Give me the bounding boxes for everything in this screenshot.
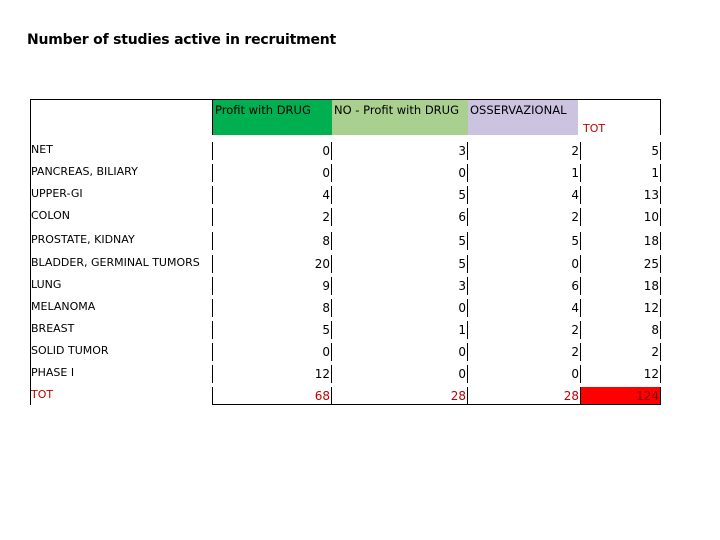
cell-observational: 4 <box>468 299 581 317</box>
cell-profit: 0 <box>212 343 332 361</box>
row-label: TOT <box>31 388 54 401</box>
cell-total: 12 <box>581 365 661 383</box>
cell-profit: 4 <box>212 186 332 204</box>
column-header-total: TOT <box>583 122 606 135</box>
cell-total: 13 <box>581 186 661 204</box>
cell-profit: 2 <box>212 208 332 226</box>
cell-noprofit: 5 <box>332 255 468 273</box>
row-label: PANCREAS, BILIARY <box>31 165 138 178</box>
cell-noprofit: 28 <box>332 387 468 405</box>
row-label: BREAST <box>31 322 75 335</box>
cell-profit: 68 <box>212 387 332 405</box>
cell-observational: 1 <box>468 164 581 182</box>
cell-noprofit: 0 <box>332 365 468 383</box>
column-header-profit: Profit with DRUG <box>212 100 332 135</box>
cell-observational: 2 <box>468 321 581 339</box>
cell-total: 1 <box>581 164 661 182</box>
cell-profit: 8 <box>212 232 332 250</box>
cell-observational: 2 <box>468 343 581 361</box>
cell-noprofit: 0 <box>332 299 468 317</box>
cell-observational: 5 <box>468 232 581 250</box>
cell-profit: 0 <box>212 164 332 182</box>
row-label: NET <box>31 143 53 156</box>
cell-noprofit: 5 <box>332 232 468 250</box>
cell-observational: 4 <box>468 186 581 204</box>
row-label: MELANOMA <box>31 300 96 313</box>
page-title: Number of studies active in recruitment <box>27 32 337 48</box>
cell-total: 5 <box>581 142 661 160</box>
cell-observational: 28 <box>468 387 581 405</box>
cell-observational: 0 <box>468 255 581 273</box>
cell-profit: 8 <box>212 299 332 317</box>
cell-total: 8 <box>581 321 661 339</box>
cell-profit: 9 <box>212 277 332 295</box>
cell-profit: 20 <box>212 255 332 273</box>
table-right-border <box>660 99 661 135</box>
cell-noprofit: 3 <box>332 142 468 160</box>
table-bottom-border <box>212 404 661 405</box>
row-label: PHASE I <box>31 366 75 379</box>
cell-observational: 0 <box>468 365 581 383</box>
cell-noprofit: 0 <box>332 164 468 182</box>
row-label: LUNG <box>31 278 62 291</box>
cell-total: 18 <box>581 277 661 295</box>
cell-noprofit: 6 <box>332 208 468 226</box>
cell-observational: 2 <box>468 208 581 226</box>
row-label: UPPER-GI <box>31 187 83 200</box>
row-label: COLON <box>31 209 70 222</box>
cell-profit: 5 <box>212 321 332 339</box>
cell-total: 124 <box>581 387 661 405</box>
column-header-observational: OSSERVAZIONAL <box>468 100 578 135</box>
cell-observational: 6 <box>468 277 581 295</box>
cell-profit: 0 <box>212 142 332 160</box>
column-header-noprofit: NO - Profit with DRUG <box>332 100 468 135</box>
cell-total: 12 <box>581 299 661 317</box>
cell-profit: 12 <box>212 365 332 383</box>
cell-noprofit: 1 <box>332 321 468 339</box>
cell-noprofit: 0 <box>332 343 468 361</box>
cell-noprofit: 5 <box>332 186 468 204</box>
cell-noprofit: 3 <box>332 277 468 295</box>
cell-observational: 2 <box>468 142 581 160</box>
row-label: SOLID TUMOR <box>31 344 109 357</box>
cell-total: 25 <box>581 255 661 273</box>
row-label: PROSTATE, KIDNAY <box>31 233 135 246</box>
cell-total: 10 <box>581 208 661 226</box>
cell-total: 2 <box>581 343 661 361</box>
cell-total: 18 <box>581 232 661 250</box>
row-label: BLADDER, GERMINAL TUMORS <box>31 256 200 269</box>
